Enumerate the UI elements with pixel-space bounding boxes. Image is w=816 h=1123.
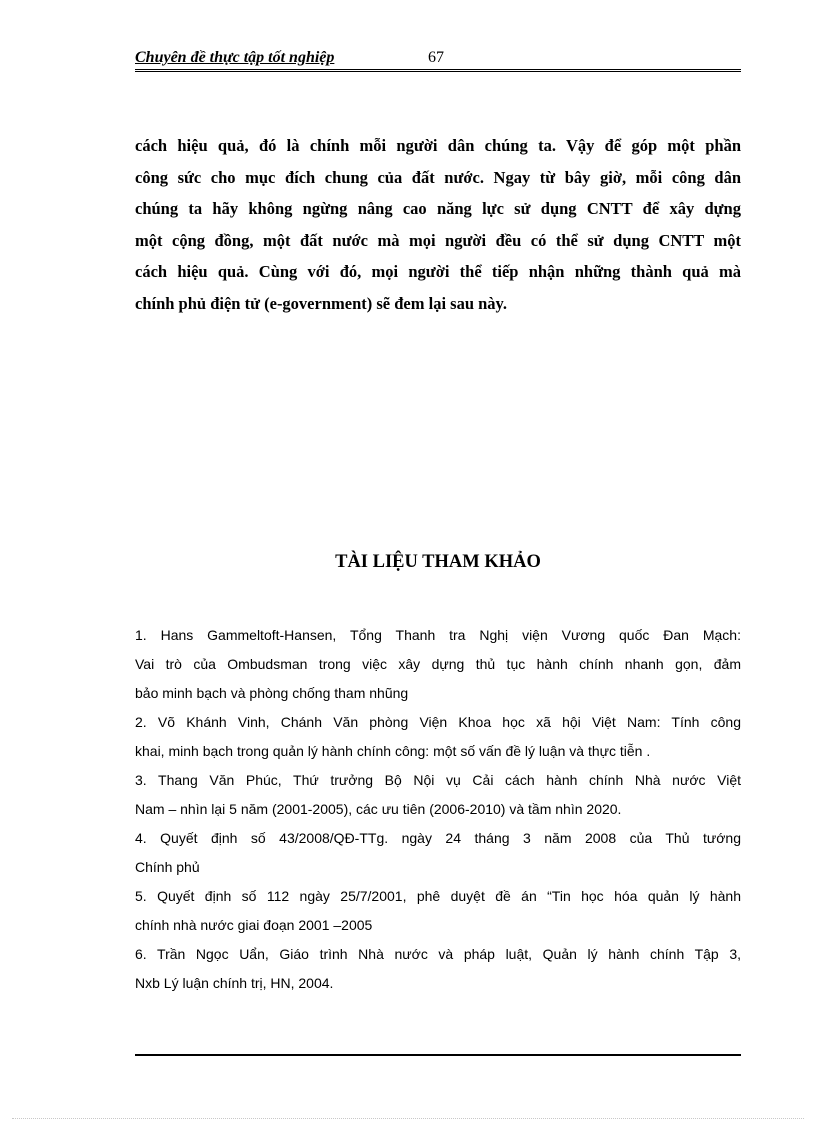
- reference-line: 6. Trần Ngọc Uẩn, Giáo trình Nhà nước và pháp luật, Quản lý hành chính Tập 3,: [135, 946, 741, 962]
- references-heading: TÀI LIỆU THAM KHẢO: [335, 552, 541, 572]
- header-page-number: 67: [428, 49, 444, 66]
- header-title: Chuyên đề thực tập tốt nghiệp: [135, 49, 335, 66]
- reference-line: 3. Thang Văn Phúc, Thứ trưởng Bộ Nội vụ Cải cách hành chính Nhà nước Việt: [135, 772, 741, 788]
- reference-line: Chính phủ: [135, 859, 200, 875]
- reference-line: 4. Quyết định số 43/2008/QĐ-TTg. ngày 24 tháng 3 năm 2008 của Thủ tướng: [135, 830, 741, 846]
- reference-line: 2. Võ Khánh Vinh, Chánh Văn phòng Viện Khoa học xã hội Việt Nam: Tính công: [135, 714, 741, 730]
- page-header: [135, 47, 741, 72]
- references-list: [135, 621, 741, 998]
- paragraph-line: cách hiệu quả, đó là chính mỗi người dân chúng ta. Vậy để góp một phần: [135, 136, 741, 155]
- reference-line: bảo minh bạch và phòng chống tham nhũng: [135, 685, 409, 701]
- paragraph-line: công sức cho mục đích chung của đất nước. Ngay từ bây giờ, mỗi công dân: [135, 167, 741, 187]
- reference-line: Vai trò của Ombudsman trong việc xây dựng thủ tục hành chính nhanh gọn, đảm: [135, 656, 741, 672]
- reference-line: khai, minh bạch trong quản lý hành chính công: một số vấn đề lý luận và thực tiễn .: [135, 743, 651, 759]
- reference-line: 1. Hans Gammeltoft-Hansen, Tổng Thanh tra Nghị viện Vương quốc Đan Mạch:: [135, 627, 741, 643]
- reference-line: 5. Quyết định số 112 ngày 25/7/2001, phê duyệt đề án “Tin học hóa quản lý hành: [135, 888, 741, 904]
- body-paragraph: [135, 130, 741, 319]
- reference-line: Nxb Lý luận chính trị, HN, 2004.: [135, 975, 334, 991]
- paragraph-line: chúng ta hãy không ngừng nâng cao năng lực sử dụng CNTT để xây dựng: [135, 199, 741, 218]
- paragraph-line: cách hiệu quả. Cùng với đó, mọi người thể tiếp nhận những thành quả mà: [135, 262, 741, 281]
- reference-line: Nam – nhìn lại 5 năm (2001-2005), các ưu tiên (2006-2010) và tầm nhìn 2020.: [135, 801, 622, 817]
- reference-line: chính nhà nước giai đoạn 2001 –2005: [135, 917, 373, 933]
- paragraph-line: một cộng đồng, một đất nước mà mọi người đều có thể sử dụng CNTT một: [135, 230, 741, 250]
- footer-rule: [135, 1054, 741, 1056]
- paragraph-line: chính phủ điện tử (e-government) sẽ đem lại sau này.: [135, 293, 508, 313]
- page-bottom-border: [12, 1118, 804, 1119]
